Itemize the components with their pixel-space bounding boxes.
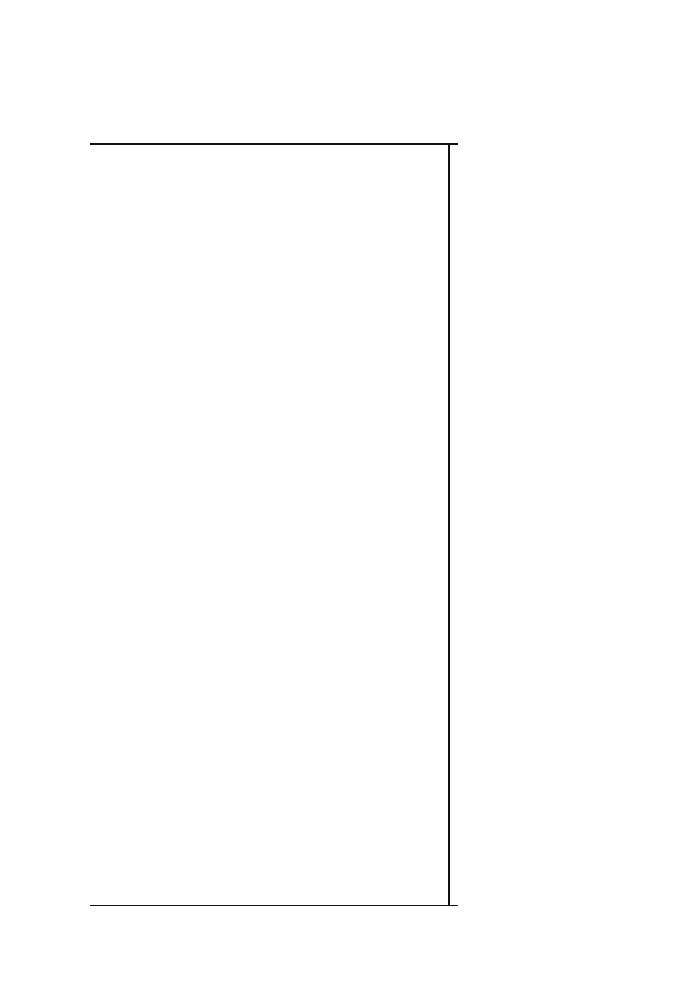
table-bottom-rule [90,905,458,906]
column-divider [448,143,450,906]
table-top-rule [90,143,458,145]
